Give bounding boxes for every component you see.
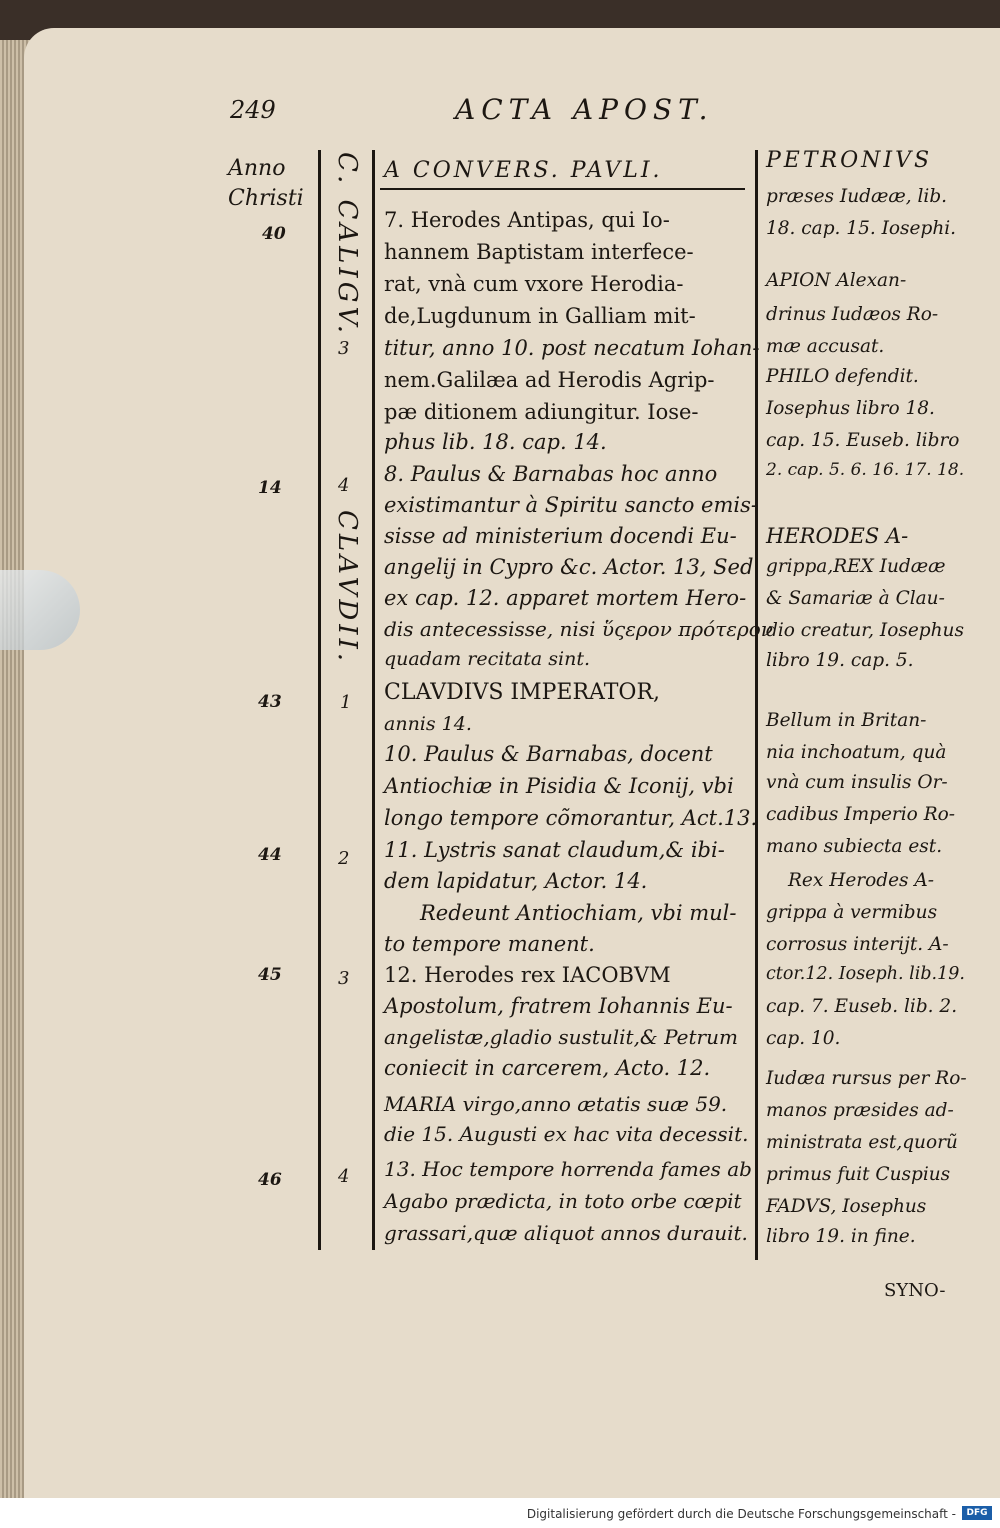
text-line: CLAVDIVS IMPERATOR, xyxy=(384,680,660,705)
note-line: vnà cum insulis Or- xyxy=(766,772,948,793)
text-line: dem lapidatur, Actor. 14. xyxy=(384,869,648,893)
ruler-caligula: C. CALIGV. xyxy=(332,152,362,337)
year-label: 44 xyxy=(258,845,282,865)
regnal-year: 4 xyxy=(338,475,350,496)
text-line: 10. Paulus & Barnabas, docent xyxy=(384,742,713,766)
note-line: & Samariæ à Clau- xyxy=(766,588,945,609)
page-number: 249 xyxy=(230,96,276,124)
text-line: nem.Galilæa ad Herodis Agrip- xyxy=(384,368,715,392)
note-line: mano subiecta est. xyxy=(766,836,943,857)
digitization-footer xyxy=(0,1498,1000,1528)
regnal-year: 1 xyxy=(340,692,352,713)
text-line: MARIA virgo,anno ætatis suæ 59. xyxy=(384,1092,728,1116)
text-line: de,Lugdunum in Galliam mit- xyxy=(384,304,696,328)
note-line: corrosus interijt. A- xyxy=(766,934,949,955)
note-line: drinus Iudæos Ro- xyxy=(766,304,939,325)
running-title: ACTA APOST. xyxy=(455,93,714,126)
catchword: SYNO- xyxy=(884,1280,946,1301)
text-line: die 15. Augusti ex hac vita decessit. xyxy=(384,1122,749,1146)
note-line: libro 19. cap. 5. xyxy=(766,650,914,671)
text-line: Antiochiæ in Pisidia & Iconij, vbi xyxy=(384,774,734,798)
text-line: 8. Paulus & Barnabas hoc anno xyxy=(384,462,718,486)
year-label: 45 xyxy=(258,965,282,985)
christi-heading: Christi xyxy=(228,186,304,211)
main-heading: A CONVERS. PAVLI. xyxy=(384,158,663,183)
text-line: annis 14. xyxy=(384,713,472,735)
note-line: primus fuit Cuspius xyxy=(766,1164,951,1185)
text-line: to tempore manent. xyxy=(384,932,595,956)
note-line: cadibus Imperio Ro- xyxy=(766,804,956,825)
note-line: Iudæa rursus per Ro- xyxy=(766,1068,967,1089)
note-line: cap. 15. Euseb. libro xyxy=(766,430,960,451)
heading-rule xyxy=(380,188,745,190)
note-line: Bellum in Britan- xyxy=(766,710,927,731)
dfg-logo: DFG xyxy=(962,1506,992,1520)
regnal-year: 3 xyxy=(338,338,350,359)
year-label: 14 xyxy=(258,478,282,498)
text-line: coniecit in carcerem, Acto. 12. xyxy=(384,1056,711,1080)
note-line: præses Iudææ, lib. xyxy=(766,186,948,207)
note-line: 2. cap. 5. 6. 16. 17. 18. xyxy=(766,460,965,480)
note-line: ctor.12. Ioseph. lib.19. xyxy=(766,964,965,984)
column-rule xyxy=(318,150,321,1250)
text-line: Redeunt Antiochiam, vbi mul- xyxy=(420,901,737,925)
text-line: quadam recitata sint. xyxy=(384,648,591,670)
text-line: 12. Herodes rex IACOBVM xyxy=(384,963,671,987)
text-line: existimantur à Spiritu sancto emis- xyxy=(384,493,758,517)
text-line: 13. Hoc tempore horrenda fames ab xyxy=(384,1157,752,1181)
text-line: titur, anno 10. post necatum Iohan- xyxy=(384,336,760,360)
note-line: cap. 10. xyxy=(766,1028,841,1049)
text-line: Agabo prædicta, in toto orbe cœpit xyxy=(384,1189,742,1213)
regnal-year: 2 xyxy=(338,848,350,869)
note-line: grippa,REX Iudææ xyxy=(766,556,946,577)
column-rule xyxy=(372,150,375,1250)
note-line: 18. cap. 15. Iosephi. xyxy=(766,218,957,239)
note-line: mæ accusat. xyxy=(766,336,885,357)
note-line: APION Alexan- xyxy=(766,270,907,291)
column-rule xyxy=(755,150,758,1260)
text-line: rat, vnà cum vxore Herodia- xyxy=(384,272,684,296)
note-line: libro 19. in fine. xyxy=(766,1226,916,1247)
text-line: longo tempore cõmorantur, Act.13. xyxy=(384,806,758,830)
note-line: ministrata est,quorũ xyxy=(766,1132,958,1153)
text-line: dis antecessisse, nisi ὕςερον πρότερον xyxy=(384,617,773,641)
anno-heading: Anno xyxy=(228,156,286,181)
note-line: Rex Herodes A- xyxy=(788,870,935,891)
regnal-year: 4 xyxy=(338,1166,350,1187)
text-line: 7. Herodes Antipas, qui Io- xyxy=(384,208,670,232)
year-label: 43 xyxy=(258,692,282,712)
footer-text: Digitalisierung gefördert durch die Deutsche Forschungsgemeinschaft - xyxy=(526,1507,956,1521)
text-line: grassari,quæ aliquot annos durauit. xyxy=(384,1221,748,1245)
note-line: PHILO defendit. xyxy=(766,366,919,387)
note-line: cap. 7. Euseb. lib. 2. xyxy=(766,996,958,1017)
text-line: phus lib. 18. cap. 14. xyxy=(384,430,607,454)
regnal-year: 3 xyxy=(338,968,350,989)
year-label: 46 xyxy=(258,1170,282,1190)
text-line: angelistæ,gladio sustulit,& Petrum xyxy=(384,1025,738,1049)
note-line: Iosephus libro 18. xyxy=(766,398,935,419)
text-line: Apostolum, fratrem Iohannis Eu- xyxy=(384,994,733,1018)
year-label: 40 xyxy=(262,224,286,244)
note-line: dio creatur, Iosephus xyxy=(766,620,964,641)
text-line: ex cap. 12. apparet mortem Hero- xyxy=(384,586,747,610)
right-heading: PETRONIVS xyxy=(766,148,933,173)
page-clip xyxy=(0,570,80,650)
note-line: nia inchoatum, quà xyxy=(766,742,947,763)
note-line: grippa à vermibus xyxy=(766,902,938,923)
text-line: 11. Lystris sanat claudum,& ibi- xyxy=(384,838,725,862)
note-line: manos præsides ad- xyxy=(766,1100,954,1121)
text-line: hannem Baptistam interfece- xyxy=(384,240,694,264)
note-line: FADVS, Iosephus xyxy=(766,1196,927,1217)
text-line: angelij in Cypro &c. Actor. 13, Sed xyxy=(384,555,754,579)
note-line: HERODES A- xyxy=(766,524,909,548)
text-line: sisse ad ministerium docendi Eu- xyxy=(384,524,737,548)
ruler-claudius: CLAVDII. xyxy=(332,510,362,666)
text-line: pæ ditionem adiungitur. Iose- xyxy=(384,400,699,424)
